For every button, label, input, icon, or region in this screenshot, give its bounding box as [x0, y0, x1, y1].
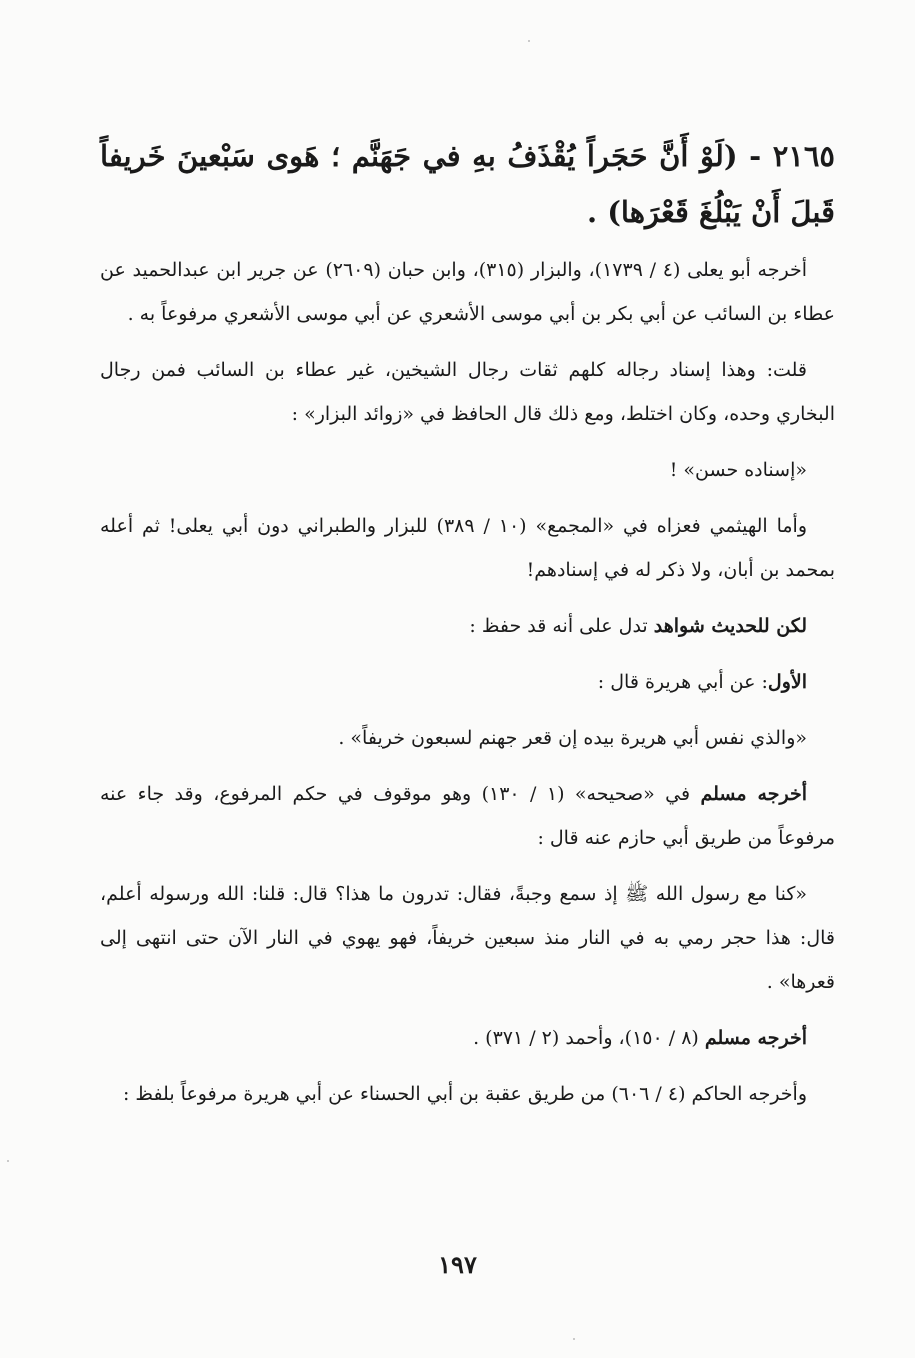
paragraph: وأخرجه الحاكم (٤ / ٦٠٦) من طريق عقبة بن أبي الحسناء عن أبي هريرة مرفوعاً بلفظ :: [122, 1083, 807, 1105]
paragraph: لكن للحديث شواهد تدل على أنه قد حفظ :: [469, 615, 807, 637]
hadith-heading: [100, 128, 835, 240]
paragraph: الأول: عن أبي هريرة قال :: [597, 671, 807, 693]
speck: [528, 40, 530, 42]
page-number: ١٩٧: [438, 1250, 477, 1279]
paragraph: أخرجه مسلم (٨ / ١٥٠)، وأحمد (٢ / ٣٧١) .: [473, 1027, 807, 1049]
paragraph: «إسناده حسن» !: [669, 459, 807, 481]
speck: [573, 1338, 575, 1340]
hadith-text: - (لَوْ أَنَّ حَجَراً يُقْذَفُ بهِ في جَهَنَّم ؛ هَوى سَبْعينَ خَريفاً قَبلَ أَنْ يَبْلُغَ قَعْرَها) .: [100, 139, 835, 229]
paragraph: وأما الهيثمي فعزاه في «المجمع» (١٠ / ٣٨٩) للبزار والطبراني دون أبي يعلى! ثم أعله بمحمد بن أبان، ولا ذكر له في إسنادهم!: [100, 515, 835, 581]
paragraph: أخرجه أبو يعلى (٤ / ١٧٣٩)، والبزار (٣١٥)، وابن حبان (٢٦٠٩) عن جرير ابن عبدالحميد عن عطاء بن السائب عن أبي بكر بن أبي موسى الأشعري عن أبي موسى الأشعري مرفوعاً به .: [100, 259, 835, 325]
paragraph: «كنا مع رسول الله ﷺ إذ سمع وجبةً، فقال: تدرون ما هذا؟ قال: قلنا: الله ورسوله أعلم، قال: هذا حجر رمي به في النار منذ سبعين خريفاً، فهو يهوي في النار الآن حتى انتهى إلى قعرها» .: [100, 883, 835, 993]
commentary: [100, 248, 835, 1116]
paragraph: «والذي نفس أبي هريرة بيده إن قعر جهنم لسبعون خريفاً» .: [338, 727, 807, 749]
paragraph: قلت: وهذا إسناد رجاله كلهم ثقات رجال الشيخين، غير عطاء بن السائب فمن رجال البخاري وحده، وكان اختلط، ومع ذلك قال الحافظ في «زوائد البزار» :: [100, 359, 835, 425]
speck: [7, 1160, 9, 1162]
paragraph: أخرجه مسلم في «صحيحه» (١ / ١٣٠) وهو موقوف في حكم المرفوع، وقد جاء عنه مرفوعاً من طريق أبي حازم عنه قال :: [100, 783, 835, 849]
hadith-number: ٢١٦٥: [772, 139, 835, 173]
